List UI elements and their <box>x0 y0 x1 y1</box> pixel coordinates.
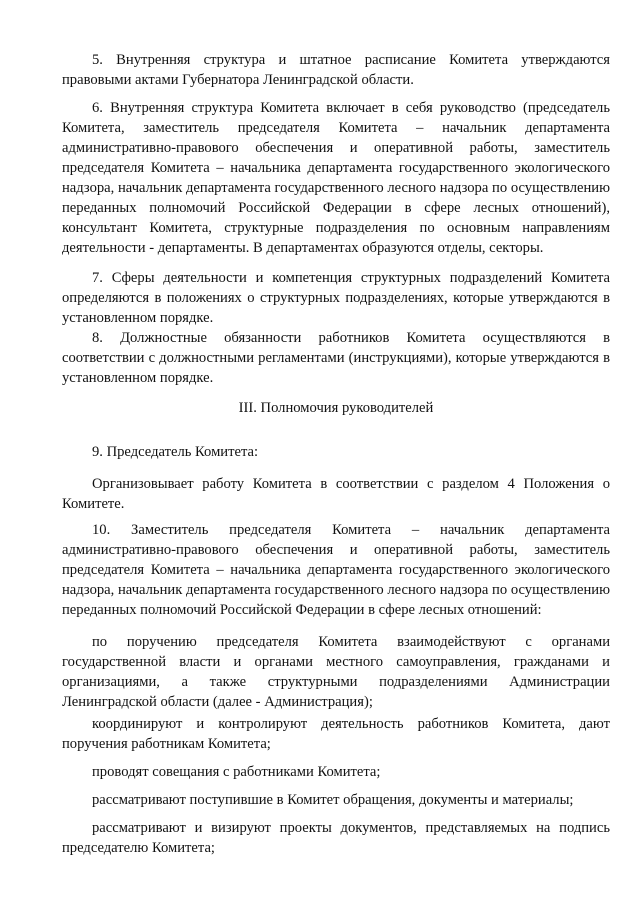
paragraph-10-item-5: рассматривают и визируют проекты документов, представляемых на подпись председателю Комитета; <box>62 820 610 856</box>
paragraph-10-item-1: по поручению председателя Комитета взаимодействуют с органами государственной власти и органами местного самоуправления, гражданами и организациями, а также структурными подразделениями Администрации Ленинградской области (далее - Администрация); <box>62 634 610 710</box>
paragraph-7: 7. Сферы деятельности и компетенция структурных подразделений Комитета определяются в положениях о структурных подразделениях, которые утверждаются в установленном порядке. <box>62 270 610 326</box>
paragraph-6: 6. Внутренняя структура Комитета включает в себя руководство (председатель Комитета, заместитель председателя Комитета – начальник департамента административно-правового обеспечения и оперативной работы, заместитель председателя Комитета – начальника департамента государственного экологического надзора, начальник департамента государственного лесного надзора по осуществлению переданных полномочий Российской Федерации в сфере лесных отношений), консультант Комитета, структурные подразделения по основным направлениям деятельности - департаменты. В департаментах образуются отделы, секторы. <box>62 100 610 256</box>
paragraph-10-item-3: проводят совещания с работниками Комитета; <box>92 764 381 780</box>
paragraph-9: 9. Председатель Комитета: <box>92 444 259 460</box>
paragraph-10-item-4: рассматривают поступившие в Комитет обращения, документы и материалы; <box>92 792 574 808</box>
paragraph-5: 5. Внутренняя структура и штатное расписание Комитета утверждаются правовыми актами Губернатора Ленинградской области. <box>62 52 610 88</box>
paragraph-9-text: Организовывает работу Комитета в соответствии с разделом 4 Положения о Комитете. <box>62 476 610 512</box>
section-heading: III. Полномочия руководителей <box>238 400 434 416</box>
paragraph-10: 10. Заместитель председателя Комитета – начальник департамента административно-правового обеспечения и оперативной работы, заместитель председателя Комитета – начальника департамента государственного экологического надзора, начальник департамента государственного лесного надзора по осуществлению переданных полномочий Российской Федерации в сфере лесных отношений: <box>62 522 610 618</box>
paragraph-8: 8. Должностные обязанности работников Комитета осуществляются в соответствии с должностными регламентами (инструкциями), которые утверждаются в установленном порядке. <box>62 330 610 386</box>
paragraph-10-item-2: координируют и контролируют деятельность работников Комитета, дают поручения работникам Комитета; <box>62 716 610 752</box>
